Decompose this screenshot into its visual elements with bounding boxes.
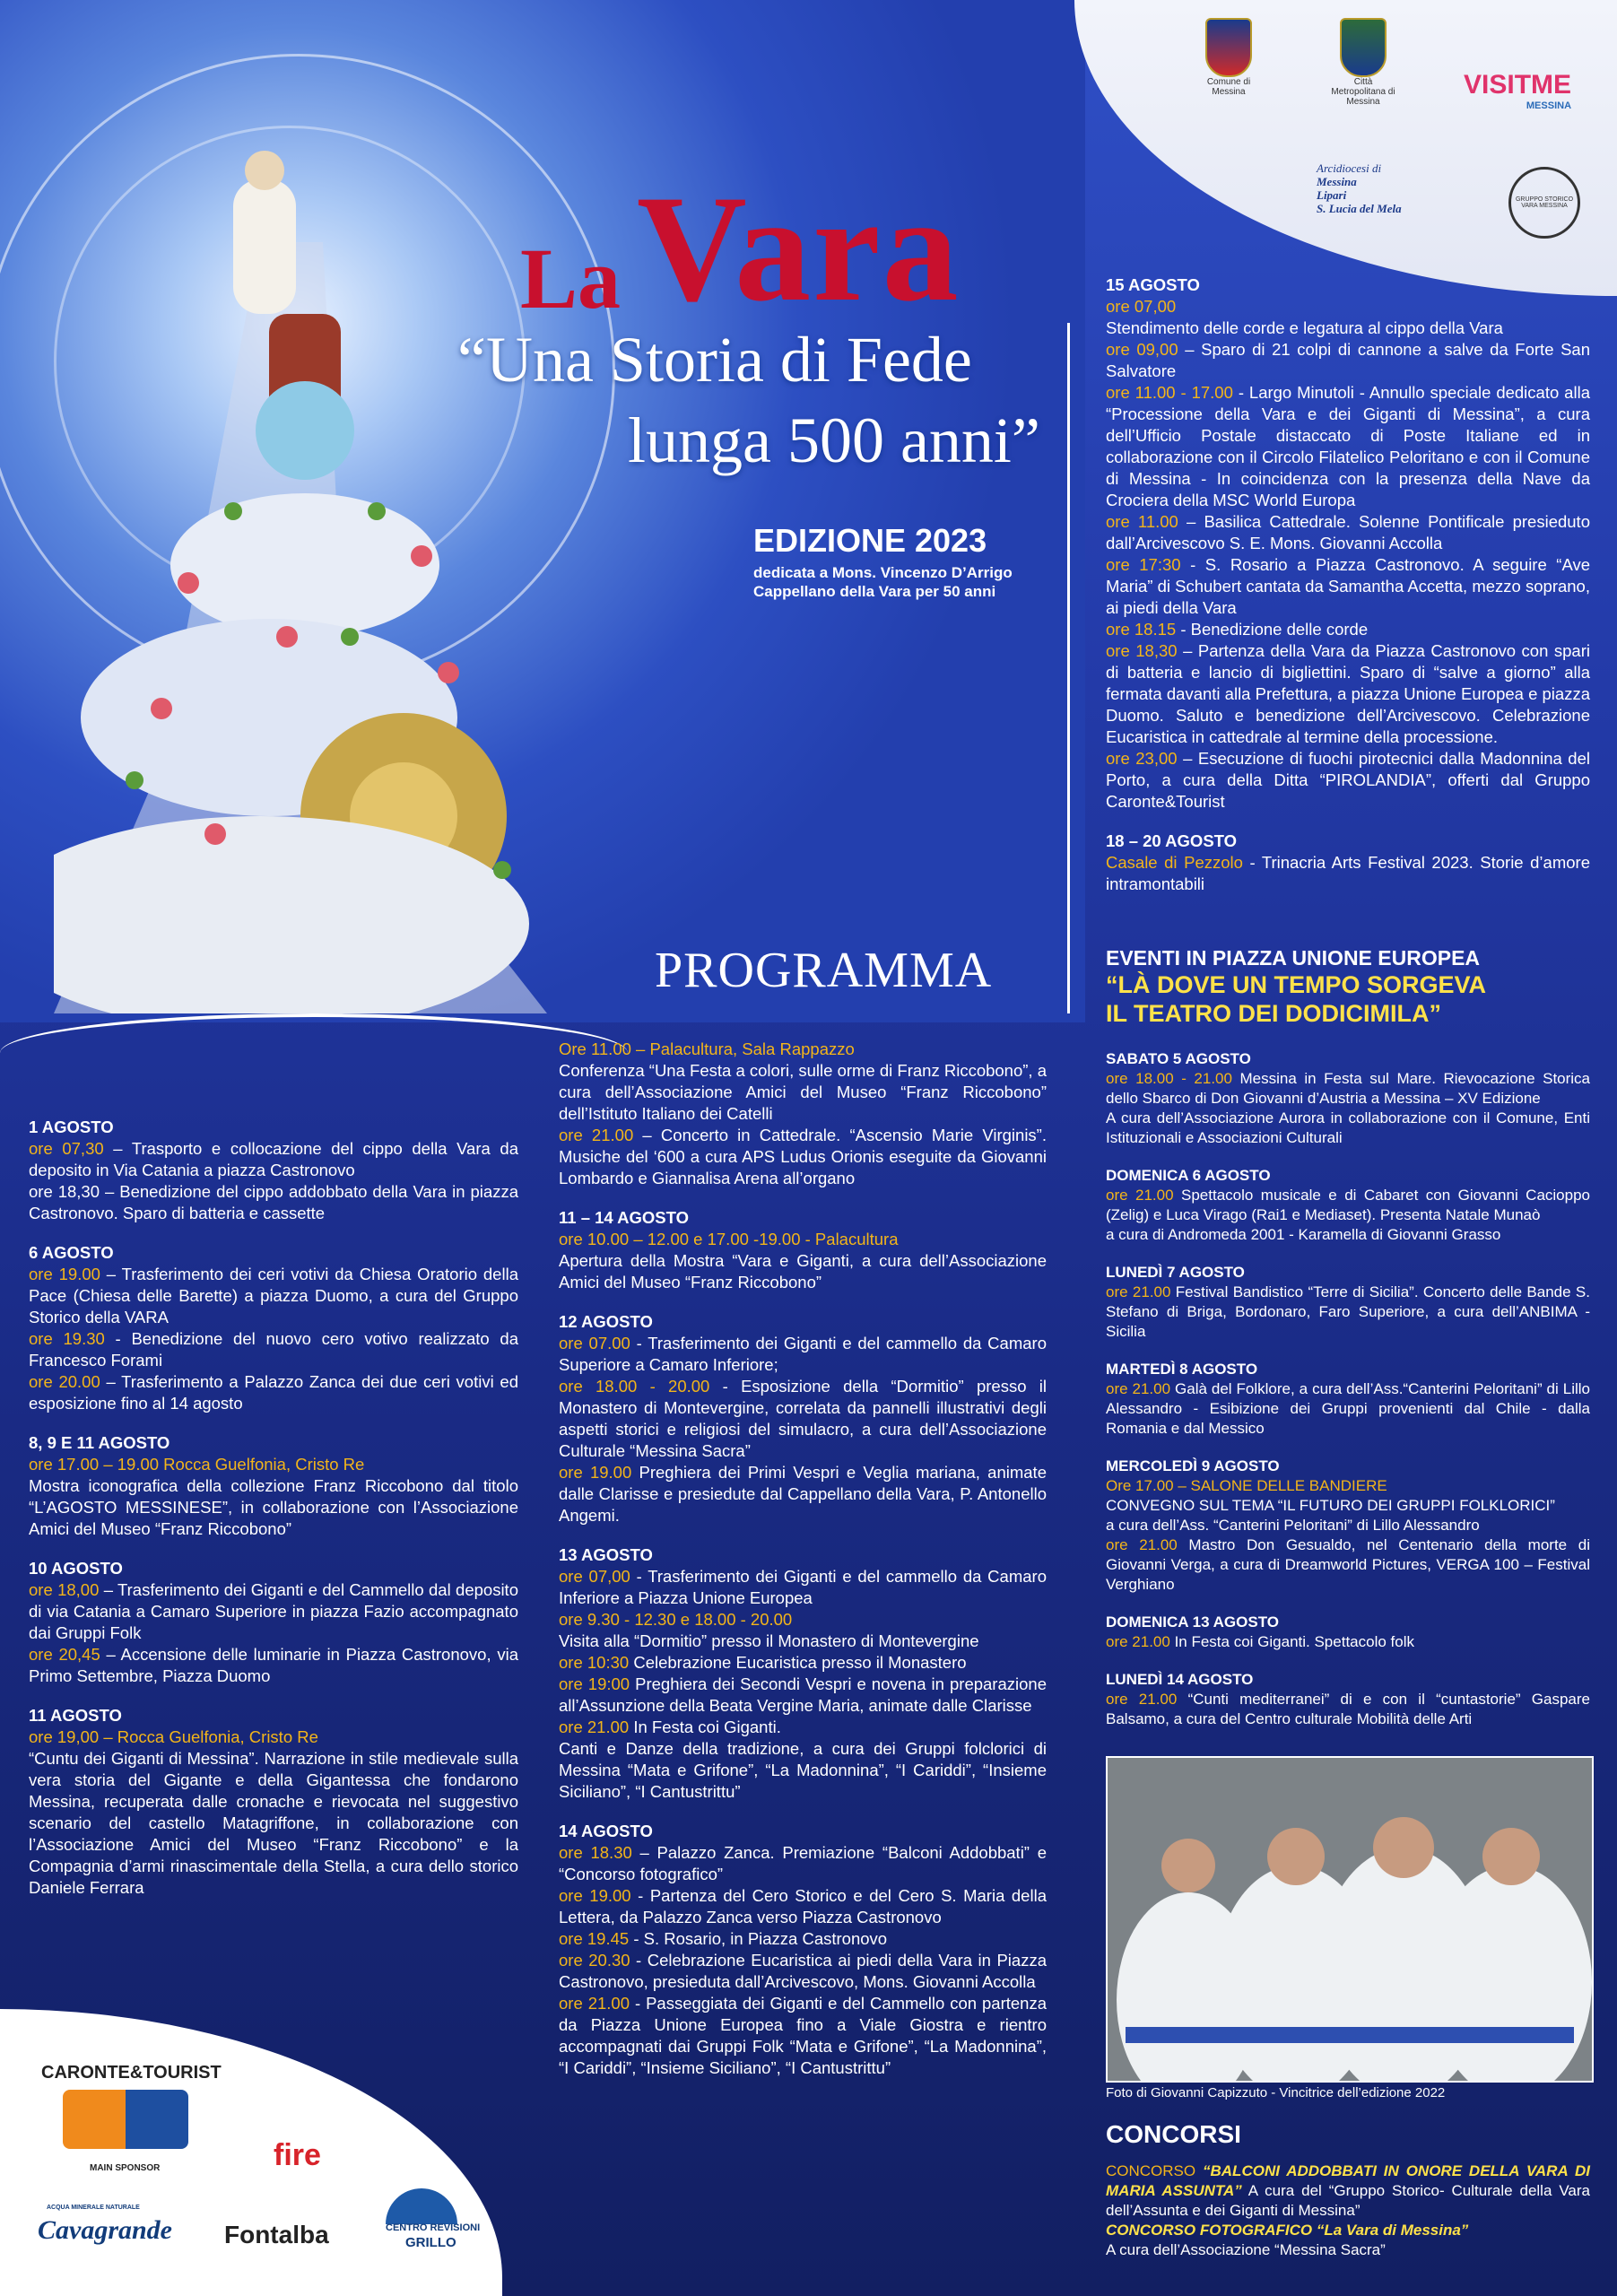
time-label: ore 18.00 - 21.00: [1106, 1070, 1232, 1087]
event-text: Festival Bandistico “Terre di Sicilia”. Concerto delle Bande S. Stefano di Briga, Bordonaro, Faro Superiore, a cura dell’ANBIMA - Sicilia: [1106, 1283, 1590, 1340]
program-line: [1106, 1516, 1590, 1535]
program-line: [559, 1250, 1047, 1293]
dedication-line: dedicata a Mons. Vincenzo D’Arrigo: [753, 564, 1013, 581]
time-label: ore 21.00: [559, 1994, 630, 2013]
program-block: [1106, 1457, 1590, 1595]
eventi-title: EVENTI IN PIAZZA UNIONE EUROPEA: [1106, 946, 1481, 970]
time-label: ore 18,00: [29, 1580, 100, 1599]
event-text: - Celebrazione Eucaristica ai piedi della Vara in Piazza Castronovo, presieduta dall’Arcivescovo, Mons. Giovanni Accolla: [559, 1951, 1047, 1991]
event-text: – Basilica Cattedrale. Solenne Pontificale presieduto dall’Arcivescovo S. E. Mons. Giovanni Accolla: [1106, 512, 1590, 552]
program-line: [1106, 1069, 1590, 1109]
time-label: Ore 11.00 – Palacultura, Sala Rappazzo: [559, 1039, 855, 1058]
arcidiocesi-line: Arcidiocesi di: [1317, 161, 1382, 175]
caronte-logo-icon: [63, 2090, 188, 2149]
event-text: CONVEGNO SUL TEMA “IL FUTURO DEI GRUPPI FOLKLORICI”: [1106, 1497, 1555, 1514]
program-line: [559, 1842, 1047, 1885]
concorso-balconi: [1106, 2161, 1590, 2221]
block-heading: SABATO 5 AGOSTO: [1106, 1050, 1251, 1067]
time-label: ore 21.00: [1106, 1283, 1171, 1300]
program-line: [1106, 511, 1590, 554]
program-line: [559, 1566, 1047, 1609]
event-text: Mostra iconografica della collezione Franz Riccobono dal titolo “L’AGOSTO MESSINESE”, in collaborazione con l’Associazione Amici del Museo “Franz Riccobono”: [29, 1476, 518, 1538]
visitme-label: VISITME: [1464, 70, 1572, 100]
program-line: [1106, 1186, 1590, 1225]
program-line: [559, 1950, 1047, 1993]
program-block: [1106, 1166, 1590, 1245]
event-text: Mastro Don Gesualdo, nel Centenario della morte di Giovanni Verga, a cura di Dreamworld Pictures, VERGA 100 – Festival Verghiano: [1106, 1536, 1590, 1593]
programma-heading: PROGRAMMA: [655, 943, 993, 998]
event-text: – Trasferimento dei Giganti e del Cammello dal deposito di via Catania a Camaro Superiore in piazza Fazio accompagnato dai Gruppi Folk: [29, 1580, 518, 1642]
caronte-logo-text: CARONTE&TOURIST: [41, 2063, 222, 2083]
block-heading: 10 AGOSTO: [29, 1559, 123, 1578]
grillo-logo-text: CENTRO REVISIONI: [386, 2222, 481, 2233]
program-line: [1106, 1225, 1590, 1245]
program-line: [1106, 852, 1590, 895]
program-line: [1106, 296, 1590, 317]
time-label: ore 07,30: [29, 1139, 104, 1158]
block-heading: 1 AGOSTO: [29, 1118, 114, 1136]
program-block: [559, 1311, 1047, 1526]
event-text: - Partenza del Cero Storico e del Cero S. Maria della Lettera, da Palazzo Zanca verso Piazza Castronovo: [559, 1886, 1047, 1926]
time-label: ore 21.00: [1106, 1187, 1174, 1204]
program-line: [1106, 554, 1590, 619]
event-text: Stendimento delle corde e legatura al cippo della Vara: [1106, 318, 1503, 337]
event-text: Celebrazione Eucaristica presso il Monastero: [629, 1653, 967, 1672]
eventi-header: [1106, 945, 1590, 1028]
program-block: [29, 1242, 518, 1414]
citta-logo: [1327, 18, 1399, 107]
program-block: [1106, 1049, 1590, 1148]
event-text: - Passeggiata dei Giganti e del Cammello con partenza da Piazza Unione Europea fino a Viale Giostra e rientro accompagnati dai Gruppi Folk “Mata e Grifone”, “La Madonnina”, “I Cariddi”, “Insieme Siciliano”, “I Cantustrittu”: [559, 1994, 1047, 2077]
concorsi-title: CONCORSI: [1106, 2120, 1241, 2148]
program-block: [29, 1117, 518, 1224]
program-line: [559, 1928, 1047, 1950]
vara-statue-illustration: [54, 135, 592, 1013]
program-block: [1106, 1263, 1590, 1342]
time-label: ore 19.00: [29, 1265, 100, 1283]
program-line: [559, 1993, 1047, 2079]
program-line: [559, 1631, 1047, 1652]
event-text: - Trinacria Arts Festival 2023. Storie d’amore intramontabili: [1106, 853, 1590, 893]
program-line: [1106, 1283, 1590, 1342]
program-line: [29, 1748, 518, 1899]
event-text: – Trasferimento a Palazzo Zanca dei due ceri votivi ed esposizione fino al 14 agosto: [29, 1372, 518, 1413]
program-line: [559, 1125, 1047, 1189]
time-label: ore 19.00: [559, 1463, 632, 1482]
block-heading: 14 AGOSTO: [559, 1822, 653, 1840]
program-line: [559, 1674, 1047, 1717]
visitme-logo: [1464, 70, 1571, 111]
title-vara: Vara: [637, 164, 961, 333]
time-label: ore 21.00: [1106, 1691, 1178, 1708]
time-label: ore 10:30: [559, 1653, 630, 1672]
program-line: [1106, 1496, 1590, 1516]
block-heading: MERCOLEDÌ 9 AGOSTO: [1106, 1457, 1280, 1474]
event-text: - Trasferimento dei Giganti e del cammello da Camaro Superiore a Camaro Inferiore;: [559, 1334, 1047, 1374]
visitme-sub: MESSINA: [1526, 100, 1572, 111]
program-block: [559, 1544, 1047, 1803]
block-heading: 8, 9 E 11 AGOSTO: [29, 1433, 170, 1452]
time-label: ore 21.00: [1106, 1633, 1170, 1650]
concorso-name: CONCORSO FOTOGRAFICO “La Vara di Messina”: [1106, 2222, 1469, 2239]
cavagrande-tagline: ACQUA MINERALE NATURALE: [47, 2205, 140, 2211]
event-text: In Festa coi Giganti.: [629, 1718, 781, 1736]
event-text: - Trasferimento dei Giganti e del cammello da Camaro Inferiore a Piazza Unione Europea: [559, 1567, 1047, 1607]
program-line: [29, 1181, 518, 1224]
time-label: ore 10.00 – 12.00 e 17.00 -19.00 - Palacultura: [559, 1230, 899, 1248]
event-text: a cura di Andromeda 2001 - Karamella di Giovanni Grasso: [1106, 1226, 1501, 1243]
time-label: ore 19:00: [559, 1674, 630, 1693]
block-heading: 13 AGOSTO: [559, 1545, 653, 1564]
program-line: [559, 1885, 1047, 1928]
program-line: [559, 1039, 1047, 1060]
comune-crest-icon: [1205, 18, 1252, 77]
program-line: [1106, 1632, 1590, 1652]
eventi-subtitle: IL TEATRO DEI DODICIMILA”: [1106, 1000, 1441, 1027]
program-line: [29, 1726, 518, 1748]
arcidiocesi-line: Messina: [1317, 175, 1357, 188]
program-line: [559, 1060, 1047, 1125]
event-text: Preghiera dei Secondi Vespri e novena in preparazione all’Assunzione della Beata Vergine Maria, animate dalle Clarisse: [559, 1674, 1047, 1715]
time-label: ore 21.00: [1106, 1536, 1178, 1553]
program-line: [1106, 640, 1590, 748]
program-line: [29, 1138, 518, 1181]
event-text: – Partenza della Vara da Piazza Castronovo con spari di batteria e lancio di bigliettini. Sparo di “salve a giorno” alla fermata davanti alla Prefettura, a piazza Unione Europea e piazza Duomo. Saluto e benedizione dell’Arcivescovo. Celebrazione Eucaristica in cattedrale al termine della processione.: [1106, 641, 1590, 746]
event-text: a cura dell’Ass. “Canterini Peloritani” di Lillo Alessandro: [1106, 1517, 1480, 1534]
program-line: [1106, 317, 1590, 339]
program-line: [559, 1462, 1047, 1526]
event-text: Canti e Danze della tradizione, a cura dei Gruppi folclorici di Messina “Mata e Grifone”, “La Madonnina”, “I Cariddi”, “Insieme Siciliano”, “I Cantustrittu”: [559, 1739, 1047, 1801]
concorso-desc: A cura dell’Associazione “Messina Sacra”: [1106, 2241, 1386, 2258]
program-block: [1106, 1613, 1590, 1652]
event-text: Preghiera dei Primi Vespri e Veglia mariana, animate dalle Clarisse e presiedute dal Cappellano della Vara, P. Antonello Angemi.: [559, 1463, 1047, 1525]
time-label: ore 9.30 - 12.30 e 18.00 - 20.00: [559, 1610, 793, 1629]
program-line: [1106, 1535, 1590, 1595]
concorso-fotografico: [1106, 2221, 1590, 2240]
time-label: ore 07,00: [559, 1567, 630, 1586]
program-line: [1106, 1476, 1590, 1496]
time-label: ore 11.00 - 17.00: [1106, 383, 1233, 402]
fire-logo: fire: [274, 2138, 321, 2172]
time-label: ore 21.00: [559, 1718, 630, 1736]
time-label: ore 20.30: [559, 1951, 630, 1970]
program-line: [29, 1328, 518, 1371]
citta-label: Città Metropolitana di Messina: [1331, 77, 1395, 107]
event-text: – Concerto in Cattedrale. “Ascensio Marie Virginis”. Musiche del ‘600 a cura APS Ludus Orionis eseguite da Giovanni Lombardo e Giannalisa Arena all’organo: [559, 1126, 1047, 1187]
program-line: [29, 1371, 518, 1414]
program-line: [1106, 1690, 1590, 1729]
time-label: ore 18.00 - 20.00: [559, 1377, 710, 1396]
event-text: Apertura della Mostra “Vara e Giganti, a cura dell’Associazione Amici del Museo “Franz Riccobono”: [559, 1251, 1047, 1292]
event-text: In Festa coi Giganti. Spettacolo folk: [1169, 1633, 1414, 1650]
dedication-line: Cappellano della Vara per 50 anni: [753, 583, 996, 600]
time-label: ore 09,00: [1106, 340, 1178, 359]
concorso-name: “BALCONI ADDOBBATI IN ONORE DELLA VARA DI MARIA ASSUNTA”: [1106, 2162, 1590, 2199]
event-text: - Esposizione della “Dormitio” presso il Monastero di Montevergine, correlata da pannelli illustrativi degli aspetti storici e religiosi del simulacro, a cura dell’Associazione Culturale “Messina Sacra”: [559, 1377, 1047, 1460]
time-label: ore 21.00: [559, 1126, 634, 1144]
block-heading: LUNEDÌ 14 AGOSTO: [1106, 1671, 1254, 1688]
program-line: [559, 1738, 1047, 1803]
comune-label: Comune di Messina: [1206, 77, 1251, 97]
event-text: - S. Rosario a Piazza Castronovo. A seguire “Ave Maria” di Schubert cantata da Samantha Accetta, mezzo soprano, ai piedi della Vara: [1106, 555, 1590, 617]
time-label: ore 19,00 – Rocca Guelfonia, Cristo Re: [29, 1727, 318, 1746]
block-heading: DOMENICA 6 AGOSTO: [1106, 1167, 1271, 1184]
block-heading: 11 AGOSTO: [29, 1706, 122, 1725]
program-line: [1106, 339, 1590, 382]
gruppo-seal-text: GRUPPO STORICO VARA MESSINA: [1515, 196, 1574, 209]
block-heading: 15 AGOSTO: [1106, 275, 1200, 294]
time-label: Casale di Pezzolo: [1106, 853, 1243, 872]
event-text: “Cunti mediterranei” di e con il “cuntastorie” Gaspare Balsamo, a cura del Centro culturale Mobilità delle Arti: [1106, 1691, 1590, 1727]
program-line: [29, 1454, 518, 1475]
time-label: ore 20,45: [29, 1645, 100, 1664]
event-text: A cura dell’Associazione Aurora in collaborazione con il Comune, Enti Istituzionali e Associazioni Culturali: [1106, 1109, 1590, 1146]
arcidiocesi-logo: [1317, 161, 1402, 215]
dedication: [753, 563, 1013, 601]
time-label: ore 07.00: [559, 1334, 630, 1352]
event-text: Conferenza “Una Festa a colori, sulle orme di Franz Riccobono”, a cura dell’Associazione Amici del Museo “Franz Riccobono” dell’Istituto Italiano dei Catelli: [559, 1061, 1047, 1123]
event-text: – Trasferimento dei ceri votivi da Chiesa Oratorio della Pace (Chiesa delle Barette) a piazza Duomo, a cura del Gruppo Storico della VARA: [29, 1265, 518, 1326]
main-sponsor-label: MAIN SPONSOR: [90, 2163, 161, 2173]
program-line: [29, 1579, 518, 1644]
program-block: [559, 1039, 1047, 1189]
program-block: [29, 1558, 518, 1687]
event-text: – Palazzo Zanca. Premiazione “Balconi Addobbati” e “Concorso fotografico”: [559, 1843, 1047, 1883]
program-block: [29, 1705, 518, 1899]
event-text: - Largo Minutoli - Annullo speciale dedicato alla “Processione della Vara e dei Giganti di Messina”, a cura dell’Ufficio Postale distaccato di Poste Italiane ed in collaborazione con il Circolo Filatelico Peloritano e con il Comune di Messina - In coincidenza con la presenza della Nave da Crociera della MSC World Europa: [1106, 383, 1590, 509]
time-label: ore 17.00 – 19.00 Rocca Guelfonia, Cristo Re: [29, 1455, 365, 1474]
sponsors-panel: [0, 2009, 502, 2296]
program-column-2: [559, 1039, 1047, 2097]
program-line: [559, 1333, 1047, 1376]
program-line: [29, 1475, 518, 1540]
block-heading: 12 AGOSTO: [559, 1312, 653, 1331]
program-line: [559, 1717, 1047, 1738]
program-block: [1106, 1670, 1590, 1729]
program-block: [559, 1207, 1047, 1293]
eventi-subtitle: “LÀ DOVE UN TEMPO SORGEVA: [1106, 971, 1487, 998]
time-label: ore 07,00: [1106, 297, 1177, 316]
block-heading: 11 – 14 AGOSTO: [559, 1208, 689, 1227]
program-line: [559, 1376, 1047, 1462]
event-text: - Benedizione del nuovo cero votivo realizzato da Francesco Forami: [29, 1329, 518, 1370]
event-text: Messina in Festa sul Mare. Rievocazione Storica dello Sbarco di Don Giovanni d’Austria a Messina – XV Edizione: [1106, 1070, 1591, 1107]
block-heading: 18 – 20 AGOSTO: [1106, 831, 1238, 850]
time-label: ore 20.00: [29, 1372, 100, 1391]
winning-photo: [1106, 1756, 1594, 2083]
program-line: [1106, 748, 1590, 813]
fontalba-logo: Fontalba: [224, 2221, 329, 2248]
time-label: ore 19.00: [559, 1886, 631, 1905]
subtitle-line-2: lunga 500 anni”: [628, 404, 1040, 476]
event-text: – Trasporto e collocazione del cippo della Vara da deposito in Via Catania a piazza Castronovo: [29, 1139, 518, 1179]
program-block: [1106, 1360, 1590, 1439]
event-text: – Esecuzione di fuochi pirotecnici dalla Madonnina del Porto, a cura della Ditta “PIROLANDIA”, offerti dal Gruppo Caronte&Tourist: [1106, 749, 1590, 811]
program-column-3: [1106, 274, 1590, 913]
edition-label: EDIZIONE 2023: [753, 522, 987, 559]
program-line: [559, 1609, 1047, 1631]
concorso-desc: A cura del “Gruppo Storico- Culturale della Vara dell’Assunta e dei Giganti di Messina”: [1106, 2182, 1590, 2219]
block-heading: LUNEDÌ 7 AGOSTO: [1106, 1264, 1245, 1281]
program-line: [1106, 619, 1590, 640]
time-label: Ore 17.00 – SALONE DELLE BANDIERE: [1106, 1477, 1387, 1494]
time-label: ore 19.30: [29, 1329, 105, 1348]
event-text: - S. Rosario, in Piazza Castronovo: [629, 1929, 888, 1948]
time-label: ore 17:30: [1106, 555, 1181, 574]
program-block: [559, 1821, 1047, 2079]
time-label: ore 23,00: [1106, 749, 1178, 768]
title-la: La: [520, 230, 622, 326]
vertical-rule: [1067, 323, 1070, 1013]
program-line: [559, 1229, 1047, 1250]
block-heading: 6 AGOSTO: [29, 1243, 114, 1262]
event-text: Spettacolo musicale e di Cabaret con Giovanni Cacioppo (Zelig) e Luca Virago (Rai1 e Mediaset). Presenta Natale Munaò: [1106, 1187, 1590, 1223]
program-line: [29, 1264, 518, 1328]
program-line: [1106, 1379, 1590, 1439]
event-text: – Accensione delle luminarie in Piazza Castronovo, via Primo Settembre, Piazza Duomo: [29, 1645, 518, 1685]
gruppo-storico-seal: [1508, 167, 1580, 239]
event-text: – Sparo di 21 colpi di cannone a salve da Forte San Salvatore: [1106, 340, 1590, 380]
event-text: “Cuntu dei Giganti di Messina”. Narrazione in stile medievale sulla vera storia del Gigante e della Gigantessa che fondarono Messina, recuperata dalle cronache e rievocata nel suggestivo scenario del castello Matagriffone, in collaborazione con l’Associazione Amici del Museo “Franz Riccobono” e la Compagnia d’armi rinascimentale della Stella, a cura dello storico Daniele Ferrara: [29, 1749, 518, 1897]
time-label: ore 21.00: [1106, 1380, 1171, 1397]
concorsi-section: [1106, 2117, 1590, 2260]
comune-logo: [1202, 18, 1256, 97]
concorso-label: CONCORSO: [1106, 2162, 1203, 2179]
cavagrande-logo: Cavagrande: [38, 2215, 172, 2245]
program-block: [1106, 274, 1590, 813]
citta-crest-icon: [1340, 18, 1387, 77]
time-label: ore 19.45: [559, 1929, 630, 1948]
program-block: [29, 1432, 518, 1540]
time-label: ore 11.00: [1106, 512, 1178, 531]
time-label: ore 18,30: [1106, 641, 1178, 660]
program-column-1: [29, 1117, 518, 1917]
program-block: [1106, 831, 1590, 895]
block-heading: DOMENICA 13 AGOSTO: [1106, 1613, 1280, 1631]
photo-caption: Foto di Giovanni Capizzuto - Vincitrice dell’edizione 2022: [1106, 2085, 1446, 2100]
grillo-logo-text: GRILLO: [405, 2235, 456, 2250]
program-line: [559, 1652, 1047, 1674]
program-line: [1106, 382, 1590, 511]
subtitle-line-1: “Una Storia di Fede: [457, 324, 972, 396]
event-text: Galà del Folklore, a cura dell’Ass.“Canterini Peloritani” di Lillo Alessandro - Esibizione dei Gruppi provenienti dal Chile - dalla Romania e dal Messico: [1106, 1380, 1590, 1437]
program-line: [29, 1644, 518, 1687]
eventi-column: [1106, 1049, 1590, 1747]
arcidiocesi-line: S. Lucia del Mela: [1317, 202, 1402, 215]
time-label: ore 18.15: [1106, 620, 1177, 639]
block-heading: MARTEDÌ 8 AGOSTO: [1106, 1361, 1258, 1378]
event-text: Visita alla “Dormitio” presso il Monastero di Montevergine: [559, 1631, 979, 1650]
event-text: ore 18,30 – Benedizione del cippo addobbato della Vara in piazza Castronovo. Sparo di batteria e cassette: [29, 1182, 518, 1222]
program-line: [1106, 1109, 1590, 1148]
arcidiocesi-line: Lipari: [1317, 188, 1347, 202]
time-label: ore 18.30: [559, 1843, 632, 1862]
event-text: - Benedizione delle corde: [1176, 620, 1369, 639]
